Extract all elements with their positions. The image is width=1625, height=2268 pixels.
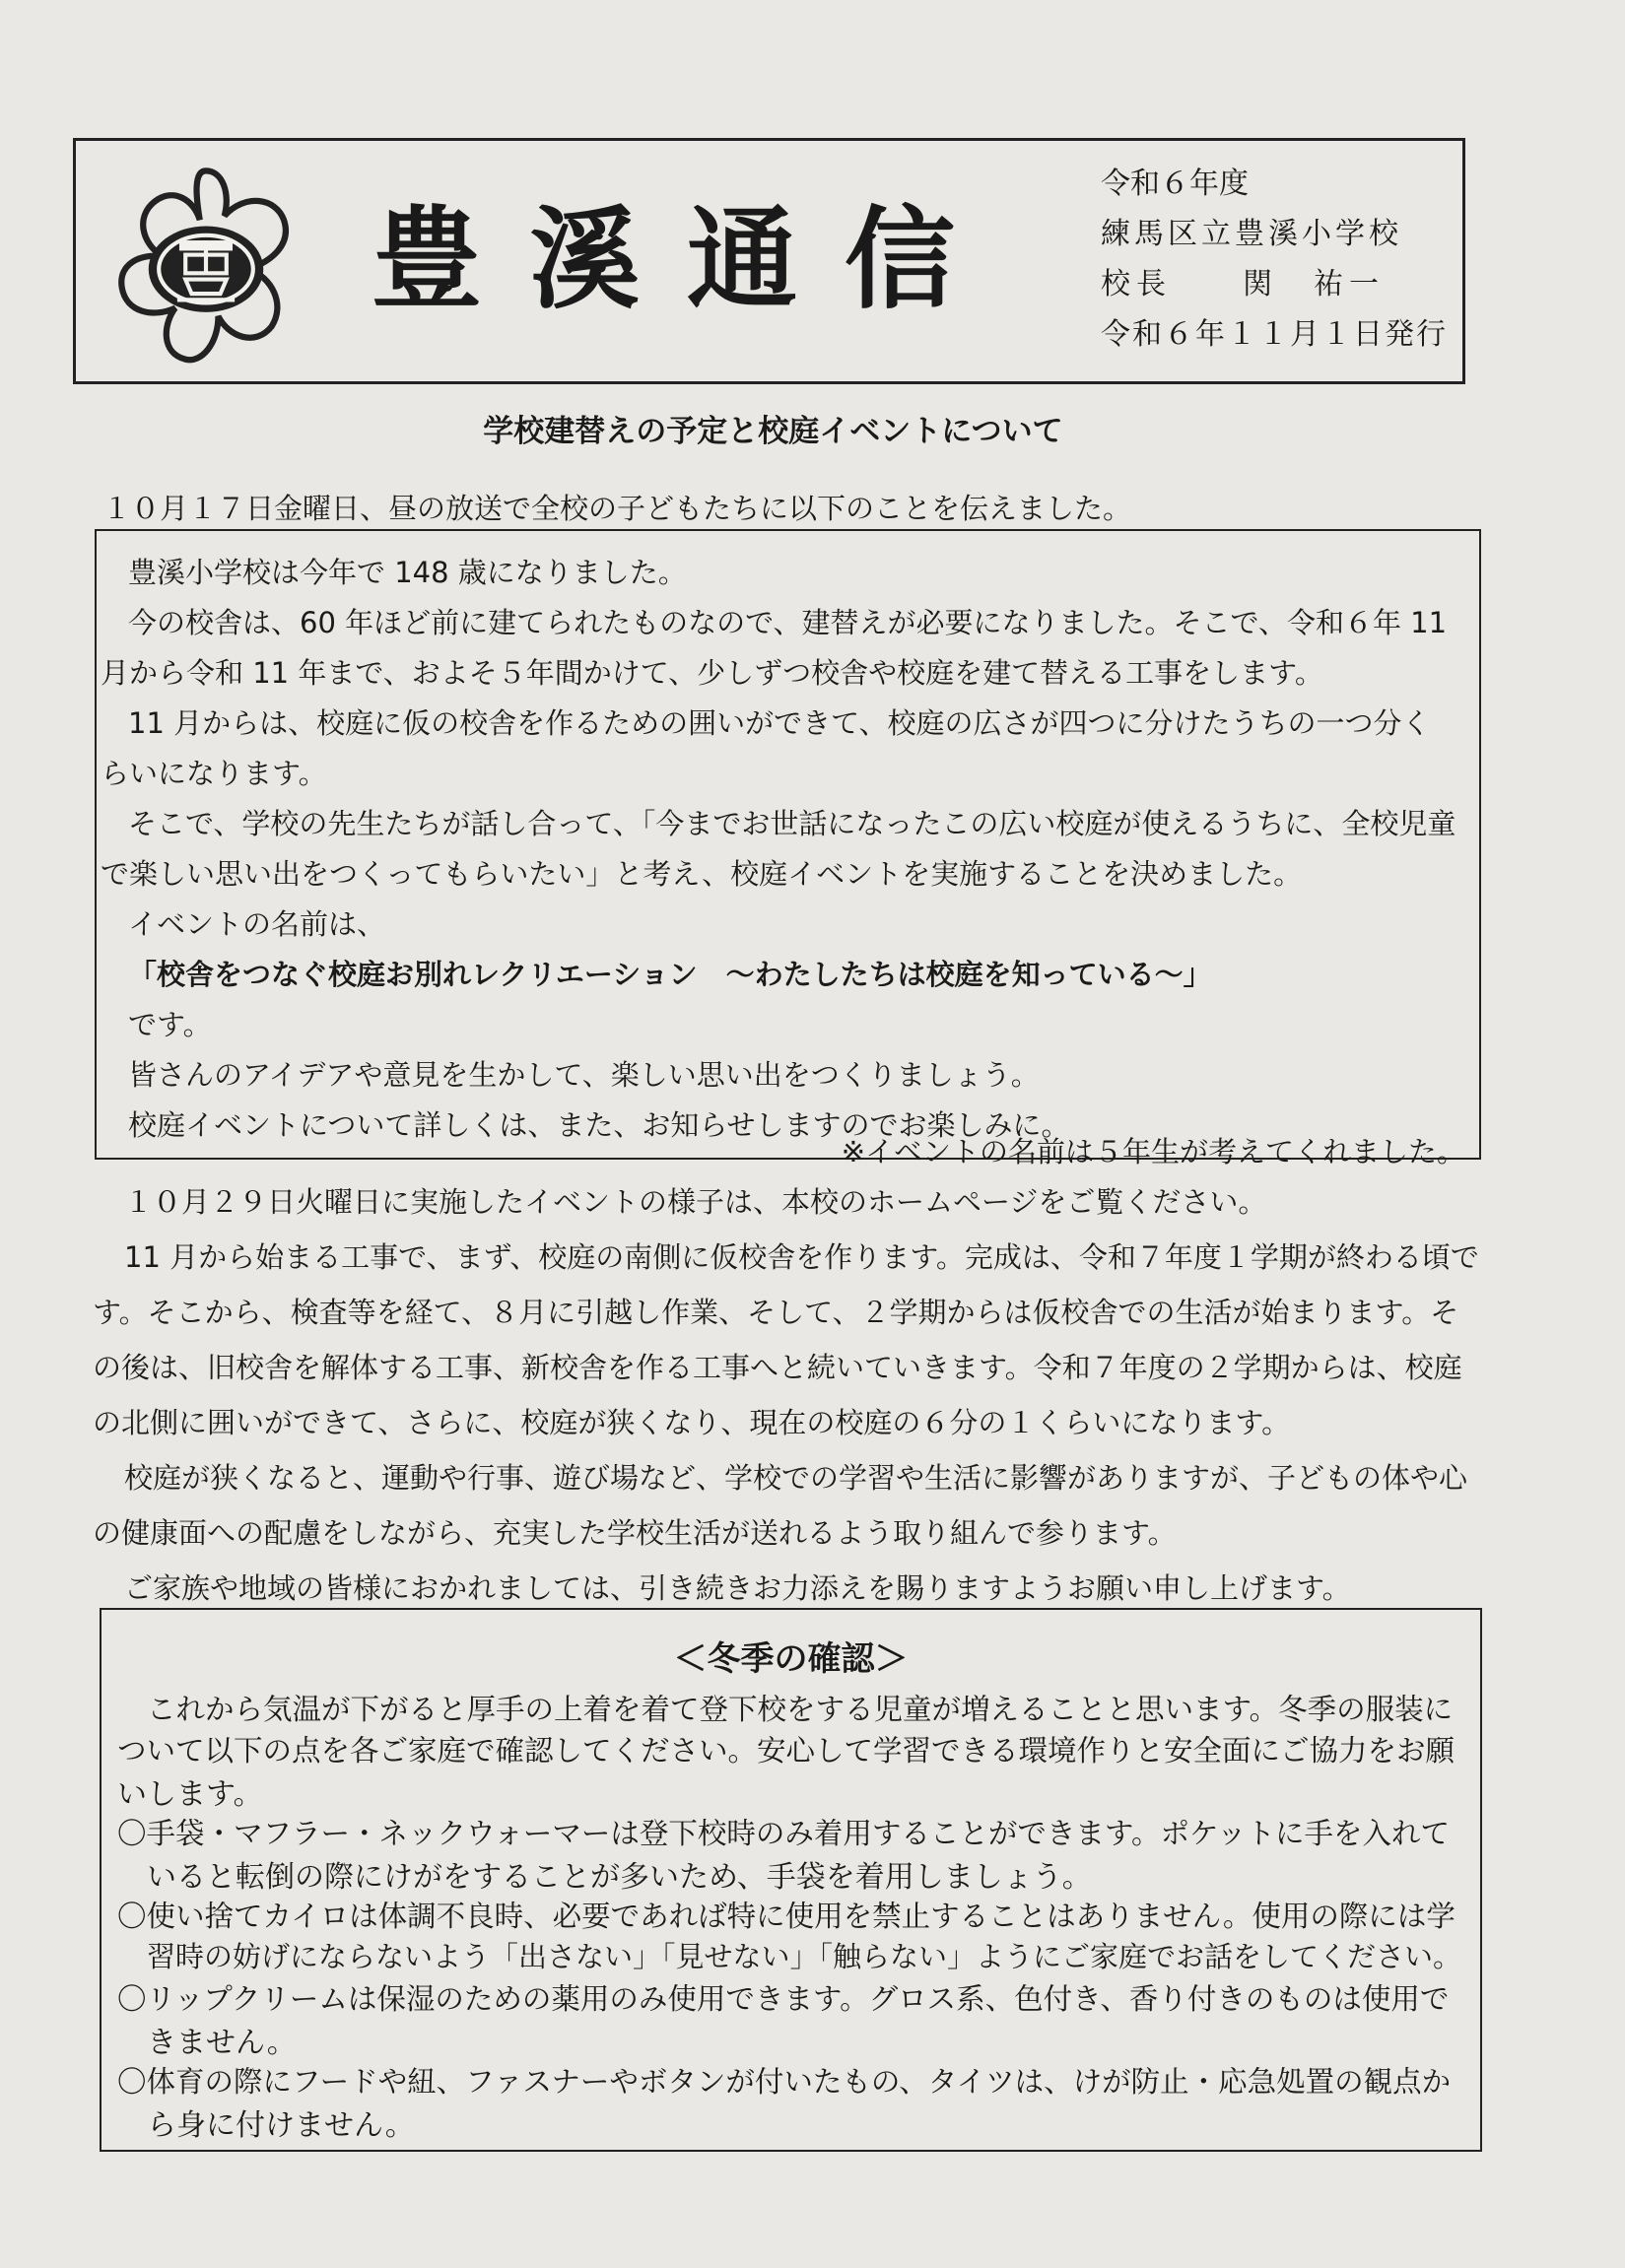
masthead <box>73 138 1465 384</box>
body-paragraph: 11 月から始まる工事で、まず、校庭の南側に仮校舎を作ります。完成は、令和７年度１学期が終わる頃で <box>124 1240 1479 1274</box>
announcement-line: イベントの名前は、 <box>128 907 386 941</box>
winter-line: 〇手袋・マフラー・ネックウォーマーは登下校時のみ着用することができます。ポケットに手を入れて <box>117 1817 1450 1850</box>
body-paragraph: の健康面への配慮をしながら、充実した学校生活が送れるよう取り組んで参ります。 <box>93 1516 1177 1550</box>
winter-line: ついて以下の点を各ご家庭で確認してください。安心して学習できる環境作りと安全面にご協力をお願 <box>117 1734 1456 1768</box>
winter-line: きません。 <box>147 2026 297 2060</box>
winter-notice-box <box>100 1608 1482 2152</box>
winter-line: いると転倒の際にけがをすることが多いため、手袋を着用しましょう。 <box>147 1860 1092 1895</box>
announcement-line: 今の校舎は、60 年ほど前に建てられたものなので、建替えが必要になりました。そこで、令和６年 11 <box>128 606 1448 639</box>
event-name: 「校舎をつなぐ校庭お別れレクリエーション ～わたしたちは校庭を知っている～」 <box>128 958 1212 991</box>
principal-name: 校長 関 祐一 <box>1101 267 1385 301</box>
announcement-line: 豊溪小学校は今年で 148 歳になりました。 <box>128 556 687 589</box>
winter-line: これから気温が下がると厚手の上着を着て登下校をする児童が増えることと思います。冬季の服装に <box>147 1693 1454 1726</box>
announcement-line: 月から令和 11 年まで、およそ５年間かけて、少しずつ校舎や校庭を建て替える工事をします。 <box>101 656 1323 690</box>
issue-meta <box>1101 159 1448 360</box>
closing-paragraph: ご家族や地域の皆様におかれましては、引き続きお力添えを賜りますようお願い申し上げます。 <box>124 1571 1351 1605</box>
winter-line: 〇体育の際にフードや紐、ファスナーやボタンが付いたもの、タイツは、けが防止・応急処置の観点か <box>117 2065 1452 2099</box>
school-name: 練馬区立豊溪小学校 <box>1101 217 1402 251</box>
intro-paragraph: １０月１７日金曜日、昼の放送で全校の子どもたちに以下のことを伝えました。 <box>102 492 1132 525</box>
body-paragraph: す。そこから、検査等を経て、８月に引越し作業、そして、２学期からは仮校舎での生活が始まります。そ <box>93 1296 1459 1329</box>
winter-line: 〇使い捨てカイロは体調不良時、必要であれば特に使用を禁止することはありません。使用の際には学 <box>117 1900 1456 1933</box>
announcement-line: 皆さんのアイデアや意見を生かして、楽しい思い出をつくりましょう。 <box>128 1058 1040 1092</box>
winter-line: 〇リップクリームは保湿のための薬用のみ使用できます。グロス系、色付き、香り付きのものは使用で <box>117 1982 1450 2016</box>
article-headline: 学校建替えの予定と校庭イベントについて <box>483 414 1063 449</box>
announcement-line: らいになります。 <box>101 757 327 790</box>
winter-line: 習時の妨げにならないよう「出さない」「見せない」「触らない」ようにご家庭でお話をしてください。 <box>147 1940 1462 1973</box>
announcement-line: です。 <box>128 1008 212 1041</box>
announcement-line: 11 月からは、校庭に仮の校舎を作るための囲いができて、校庭の広さが四つに分けたうちの一つ分く <box>128 706 1431 740</box>
school-emblem-icon <box>103 163 308 367</box>
body-paragraph: の後は、旧校舎を解体する工事、新校舎を作る工事へと続いていきます。令和７年度の２学期からは、校庭 <box>93 1351 1462 1384</box>
body-paragraph: 校庭が狭くなると、運動や行事、遊び場など、学校での学習や生活に影響がありますが、子どもの体や心 <box>124 1461 1468 1495</box>
body-paragraph: の北側に囲いができて、さらに、校庭が狭くなり、現在の校庭の６分の１くらいになります。 <box>93 1406 1291 1439</box>
announcement-footnote: ※イベントの名前は５年生が考えてくれました。 <box>841 1135 1465 1168</box>
newsletter-title: 豊溪通信 <box>372 195 1002 324</box>
announcement-line: 校庭イベントについて詳しくは、また、お知らせしますのでお楽しみに。 <box>128 1108 1070 1142</box>
issue-date: 令和６年１１月１日発行 <box>1101 317 1448 352</box>
announcement-line: で楽しい思い出をつくってもらいたい」と考え、校庭イベントを実施することを決めました。 <box>101 857 1303 891</box>
winter-line: ら身に付けません。 <box>147 2108 415 2143</box>
winter-line: いします。 <box>117 1777 263 1812</box>
fiscal-year: 令和６年度 <box>1101 167 1249 201</box>
announcement-line: そこで、学校の先生たちが話し合って、「今までお世話になったこの広い校庭が使えるうちに、全校児童 <box>128 807 1456 840</box>
winter-notice-title: ＜冬季の確認＞ <box>673 1639 909 1679</box>
announcement-box <box>95 529 1481 1168</box>
body-paragraph: １０月２９日火曜日に実施したイベントの様子は、本校のホームページをご覧ください。 <box>124 1185 1267 1219</box>
